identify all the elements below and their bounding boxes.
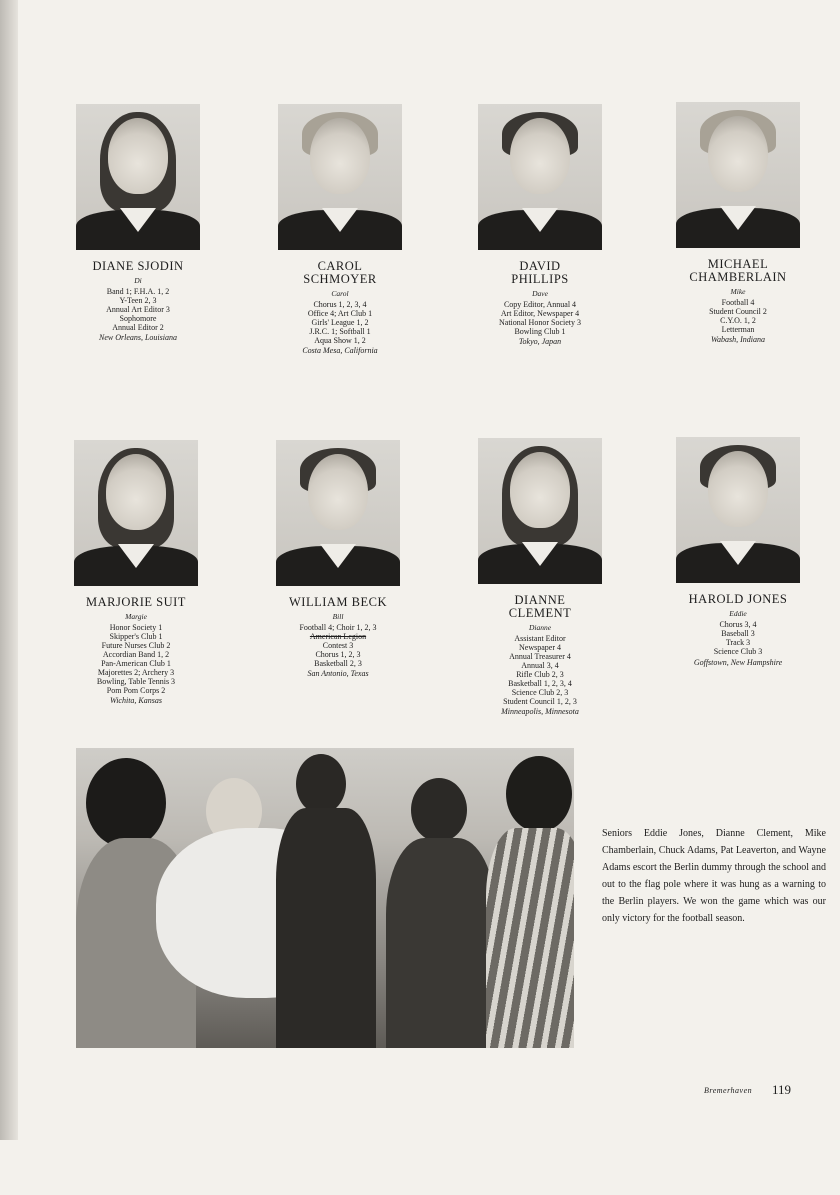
activity-line: Student Council 1, 2, 3 (503, 697, 577, 706)
student-card (450, 438, 630, 716)
activity-line: Aqua Show 1, 2 (314, 336, 366, 345)
activity-line: Majorettes 2; Archery 3 (97, 668, 175, 677)
activity-line: Chorus 3, 4 (719, 620, 757, 629)
activity-line: Annual Art Editor 3 (106, 305, 170, 314)
page-number: 119 (772, 1082, 792, 1097)
activity-line: Bowling, Table Tennis 3 (96, 677, 176, 686)
yearbook-brand: Bremerhaven (704, 1086, 753, 1095)
activity-line: Basketball 2, 3 (314, 659, 362, 668)
activity-line: Assistant Editor (514, 634, 566, 643)
student-name: CAROL SCHMOYER (303, 259, 377, 286)
student-name: HAROLD JONES (688, 592, 788, 606)
activity-line: Chorus 1, 2, 3, 4 (313, 300, 367, 309)
student-nickname: Dianne (528, 623, 552, 632)
activity-line: Science Club 3 (713, 647, 763, 656)
activity-line: Football 4; Choir 1, 2, 3 (299, 623, 377, 632)
student-card (450, 104, 630, 346)
activity-line: Letterman (721, 325, 755, 334)
student-name: DIANE SJODIN (92, 259, 184, 273)
student-nickname: Dave (532, 289, 548, 298)
activity-line: National Honor Society 3 (499, 318, 581, 327)
student-nickname: Bill (332, 612, 344, 621)
student-name: WILLIAM BECK (289, 595, 387, 609)
student-hometown: San Antonio, Texas (307, 669, 369, 678)
activity-line: Chorus 1, 2, 3 (315, 650, 361, 659)
activity-line: Band 1; F.H.A. 1, 2 (106, 287, 170, 296)
activity-line: Contest 3 (322, 641, 354, 650)
activity-line: Sophomore (119, 314, 157, 323)
student-card (48, 104, 228, 342)
activity-line: Annual Editor 2 (112, 323, 164, 332)
activity-line: Y-Teen 2, 3 (119, 296, 157, 305)
student-card (648, 102, 828, 344)
activity-line: Art Editor, Newspaper 4 (500, 309, 580, 318)
student-hometown: Goffstown, New Hampshire (693, 658, 783, 667)
activity-line: Future Nurses Club 2 (101, 641, 171, 650)
activity-line: Skipper's Club 1 (109, 632, 163, 641)
page-binding-edge (0, 0, 18, 1140)
activity-line: J.R.C. 1; Softball 1 (309, 327, 371, 336)
student-hometown: New Orleans, Louisiana (98, 333, 177, 342)
activity-line: Track 3 (725, 638, 751, 647)
student-hometown: Costa Mesa, California (302, 346, 378, 355)
photo-caption: Seniors Eddie Jones, Dianne Clement, Mike Chamberlain, Chuck Adams, Pat Leaverton, and Wayne Adams escort the Berlin dummy through the school and out to the flag pole where it was hung as a warning to the Berlin players. We won the game which was our only victory for the football season. (602, 828, 826, 924)
activity-line: Baseball 3 (721, 629, 755, 638)
activity-line: Girls' League 1, 2 (311, 318, 369, 327)
student-hometown: Minneapolis, Minnesota (501, 707, 579, 716)
student-name: MARJORIE SUIT (86, 595, 186, 609)
activity-line: Basketball 1, 2, 3, 4 (508, 679, 572, 688)
student-portrait (76, 104, 200, 250)
activity-line: Copy Editor, Annual 4 (503, 300, 577, 309)
student-card (250, 104, 430, 355)
activity-line: Football 4 (721, 298, 755, 307)
student-portrait (676, 437, 800, 583)
student-nickname: Di (134, 276, 142, 285)
student-nickname: Margie (125, 612, 147, 621)
student-portrait (276, 440, 400, 586)
activity-line: Honor Society 1 (109, 623, 163, 632)
activity-line: American Legion (309, 632, 367, 641)
student-nickname: Mike (730, 287, 746, 296)
student-portrait (676, 102, 800, 248)
student-name: DAVID PHILLIPS (511, 259, 569, 286)
activity-line: Annual Treasurer 4 (509, 652, 571, 661)
activity-line: Office 4; Art Club 1 (307, 309, 373, 318)
activity-line: Newspaper 4 (519, 643, 561, 652)
student-portrait (74, 440, 198, 586)
student-hometown: Wabash, Indiana (711, 335, 765, 344)
student-portrait (478, 438, 602, 584)
activity-line: Student Council 2 (709, 307, 767, 316)
student-nickname: Eddie (729, 609, 747, 618)
activity-line: C.Y.O. 1, 2 (720, 316, 756, 325)
group-photo (76, 748, 574, 1048)
student-card (648, 437, 828, 667)
student-nickname: Carol (331, 289, 349, 298)
activity-line: Pan-American Club 1 (101, 659, 171, 668)
student-name: DIANNE CLEMENT (508, 593, 572, 620)
activity-line: Pom Pom Corps 2 (106, 686, 166, 695)
student-card (46, 440, 226, 705)
activity-line: Annual 3, 4 (521, 661, 559, 670)
activity-line: Accordian Band 1, 2 (102, 650, 170, 659)
student-portrait (278, 104, 402, 250)
activity-line: Rifle Club 2, 3 (516, 670, 564, 679)
activity-line: Science Club 2, 3 (511, 688, 569, 697)
student-card (248, 440, 428, 678)
student-hometown: Wichita, Kansas (109, 696, 162, 705)
student-hometown: Tokyo, Japan (518, 337, 562, 346)
student-portrait (478, 104, 602, 250)
activity-line: Bowling Club 1 (514, 327, 566, 336)
student-name: MICHAEL CHAMBERLAIN (689, 257, 787, 284)
